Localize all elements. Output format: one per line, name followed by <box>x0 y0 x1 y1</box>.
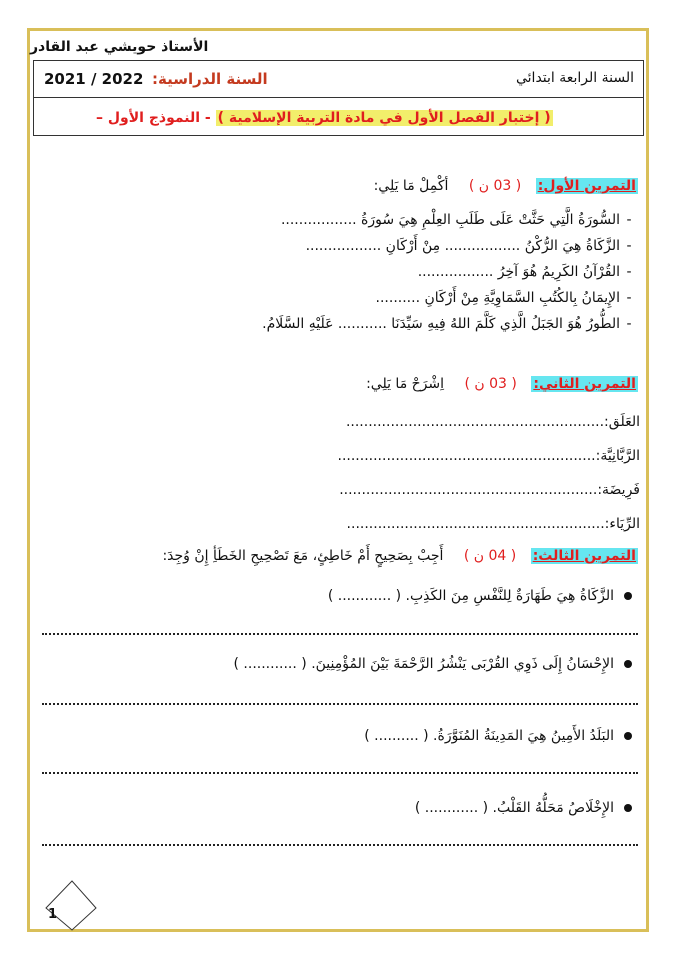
exercise1-label: التمرين الأول: <box>537 178 636 194</box>
exercise3-item: البَلَدُ الأَمِينُ هِيَ المَدِينَةُ المُنَوَّرَةُ. ( .......... ) <box>364 728 632 744</box>
exercise3-label: التمرين الثالث: <box>532 548 636 564</box>
exercise3-item: الإِخْلَاصُ مَحَلُّهُ القَلْبُ. ( ............ ) <box>415 800 632 816</box>
exercise3-item: الإِحْسَانُ إِلَى ذَوِي القُرْبَى يَنْشُرُ الرَّحْمَةَ بَيْنَ المُؤْمِنِينَ. ( ............ ) <box>234 656 632 672</box>
exercise2-heading <box>366 376 638 392</box>
exam-title-highlight: ( إختبار الفصل الأول في مادة التربية الإسلامية ) <box>217 110 551 126</box>
exam-title-tail: - النموذج الأول – <box>96 110 211 126</box>
exercise1-points: ( 03 ن ) <box>468 178 522 194</box>
bullet-icon <box>624 592 632 600</box>
exercise3-heading <box>162 548 638 564</box>
exercise2-term: العَلَق:.......................................................... <box>345 414 640 430</box>
teacher-name: الأستاذ حويشي عبد القادر <box>30 39 209 55</box>
answer-line <box>42 703 638 705</box>
exam-title <box>96 110 553 126</box>
bullet-icon <box>624 732 632 740</box>
bullet-icon <box>624 804 632 812</box>
answer-line <box>42 633 638 635</box>
exercise2-term: فَرِيضَة:.......................................................... <box>339 482 640 498</box>
page-number-badge <box>44 878 98 932</box>
exercise3-instruction: أَجِبْ بِصَحِيحٍ أَمْ خَاطِئٍ، مَعَ تَصْحِيحِ الخَطَأِ إِنْ وُجِدَ: <box>162 548 444 564</box>
exercise2-term: الرِّيَاء:.......................................................... <box>346 516 640 532</box>
exercise1-heading <box>374 178 638 194</box>
answer-line <box>42 844 638 846</box>
exercise1-item: -الإِيمَانُ بِالكُتُبِ السَّمَاوِيَّةِ مِنْ أَرْكَانِ .......... <box>375 290 632 306</box>
school-year-label: السنة الدراسية: <box>152 70 268 88</box>
header-divider <box>33 97 644 98</box>
exercise1-instruction: أكْمِلْ مَا يَلِي: <box>373 178 449 194</box>
exercise1-item: -القُرْآنُ الكَرِيمُ هُوَ آخِرُ ................. <box>417 264 632 280</box>
exercise1-item: -الزَّكَاةُ هِيَ الرُّكْنُ ................. مِنْ أَرْكَانِ ................. <box>305 238 632 254</box>
page-number: 1 <box>48 907 58 922</box>
exercise3-item: الزَّكَاةُ هِيَ طَهَارَةٌ لِلنَّفْسِ مِنَ الكَذِبِ. ( ............ ) <box>328 588 632 604</box>
grade-level: السنة الرابعة ابتدائي <box>515 70 634 86</box>
exercise1-item: -الطُّورُ هُوَ الجَبَلُ الَّذِي كَلَّمَ اللهُ فِيهِ سَيِّدَنَا ........... عَلَيْهِ السَّلَامُ. <box>262 316 632 332</box>
exercise2-points: ( 03 ن ) <box>464 376 517 392</box>
diamond-icon <box>44 878 98 932</box>
exercise2-label: التمرين الثاني: <box>533 376 636 392</box>
exercise1-item: -السُّورَةُ الَّتِي حَثَّتْ عَلَى طَلَبِ العِلْمِ هِيَ سُورَةُ ................. <box>280 212 632 228</box>
answer-line <box>42 772 638 774</box>
bullet-icon <box>624 660 632 668</box>
school-year-value: 2021 / 2022 <box>44 70 144 88</box>
page-border <box>27 28 649 932</box>
exercise2-term: الرَّبَّانِيَّة:.......................................................... <box>337 448 640 464</box>
exercise3-points: ( 04 ن ) <box>463 548 517 564</box>
exercise2-instruction: اِشْرَحْ مَا يَلِي: <box>366 376 445 392</box>
exam-title-main: إختبار الفصل الأول في مادة التربية الإسلامية <box>228 110 540 126</box>
